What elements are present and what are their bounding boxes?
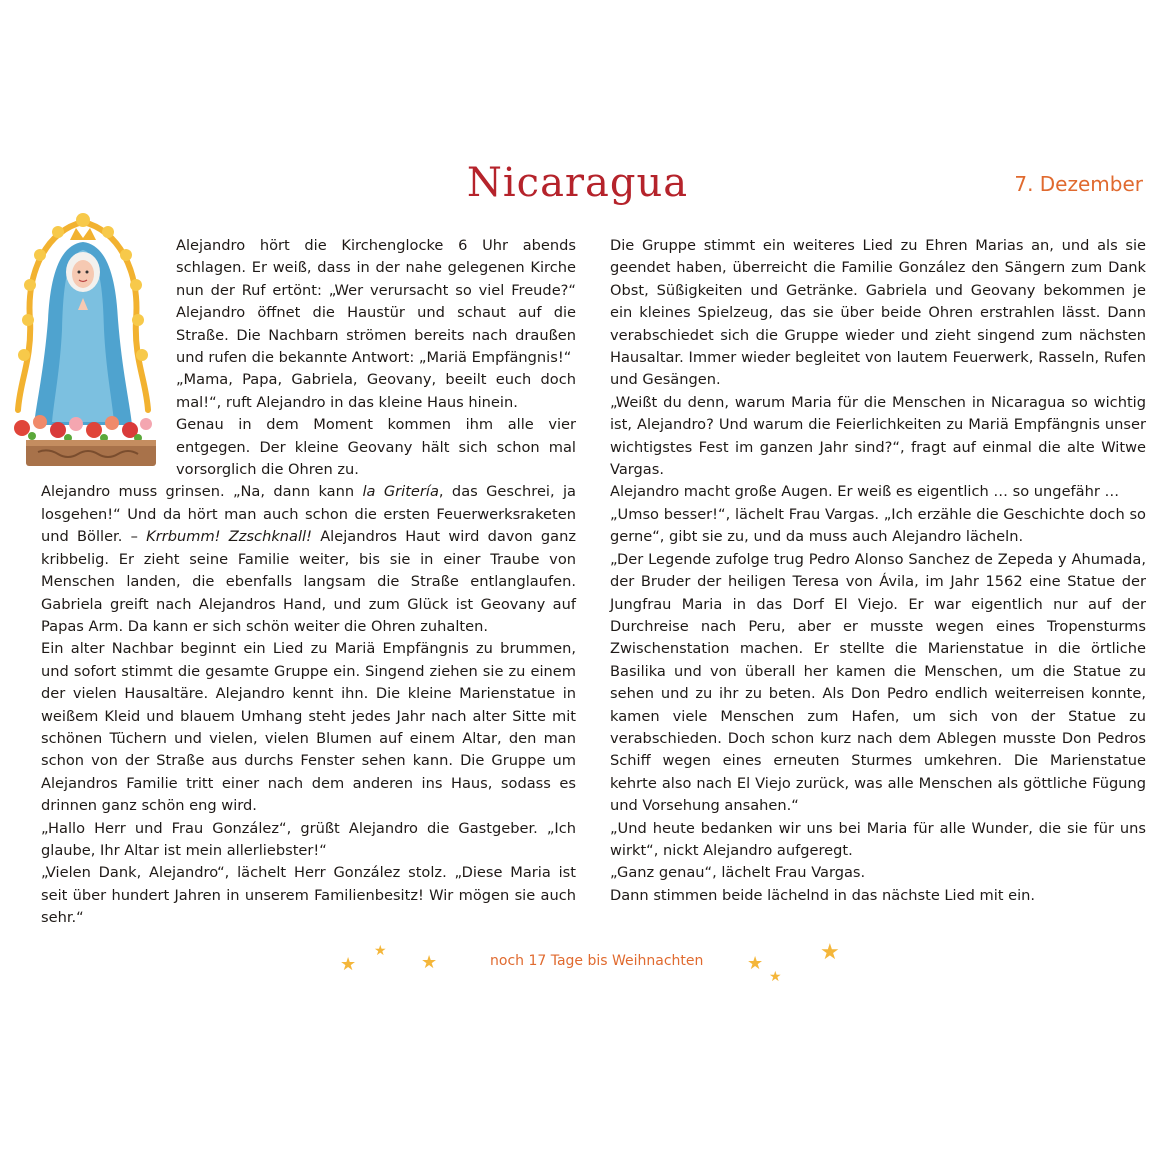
star-icon: ★ bbox=[421, 952, 438, 973]
date-label: 7. Dezember bbox=[1014, 172, 1143, 196]
countdown-text: noch 17 Tage bis Weihnachten bbox=[490, 953, 704, 969]
star-icon: ★ bbox=[374, 943, 387, 959]
star-icon: ★ bbox=[340, 954, 357, 975]
paragraph: „Umso besser!“, lächelt Frau Vargas. „Ich erzähle die Geschichte doch so gerne“, gibt sie zu, und da muss auch Alejandro lächeln. bbox=[610, 505, 1146, 546]
text-span: Alejandros Haut wird davon ganz kribbelig. Er zieht seine Familie weiter, bis sie in einer Traube von Menschen landen, die ebenfalls langsam die Straße entlanglaufen. Gabriela greift nach Alejandros Hand, und zum Glück ist Geovany auf Papas Arm. Da kann er sich schön weiter die Ohren zuhalten. bbox=[41, 528, 576, 635]
paragraph: Alejandro hört die Kirchenglocke 6 Uhr abends schlagen. Er weiß, dass in der nahe gelegenen Kirche nun der Ruf ertönt: „Wer verursacht so viel Freude?“ Alejandro öffnet die Haustür und schaut auf die Straße. Die Nachbarn strömen bereits nach draußen und rufen die bekannte Antwort: „Mariä Empfängnis!“ bbox=[176, 237, 576, 367]
star-icon: ★ bbox=[747, 953, 764, 974]
text-span: Alejandro muss grinsen. „Na, dann kann bbox=[41, 483, 355, 501]
emphasis-text: la Gritería bbox=[362, 483, 439, 501]
star-icon: ★ bbox=[769, 969, 782, 985]
paragraph: „Der Legende zufolge trug Pedro Alonso Sanchez de Zepeda y Ahumada, der Bruder der heiligen Teresa von Ávila, im Jahr 1562 eine Statue der Jungfrau Maria in das Dorf El Viejo. Er war eigentlich nur auf der Durchreise nach Peru, aber er musste wegen eines Tropensturms Zwischenstation machen. Er stellte die Marienstatue in die örtliche Basilika und von überall her kamen die Menschen, um die Statue zu sehen und zu ihr zu beten. Als Don Pedro endlich weiterreisen konnte, kamen viele Menschen zum Hafen, um sich von der Statue zu verabschieden. Doch schon kurz nach dem Ablegen musste Don Pedros Schiff wegen eines erneuten Sturmes umkehren. Die Marienstatue kehrte also nach El Viejo zurück, was alle Menschen als göttliche Fügung und Vorsehung ansahen.“ bbox=[610, 550, 1146, 815]
paragraph: Dann stimmen beide lächelnd in das nächste Lied mit ein. bbox=[610, 886, 1036, 904]
paragraph: Ein alter Nachbar beginnt ein Lied zu Mariä Empfängnis zu brummen, und sofort stimmt die gesamte Gruppe ein. Singend ziehen sie zu einem der vielen Hausaltäre. Alejandro kennt ihn. Die kleine Marienstatue in weißem Kleid und blauem Umhang steht jedes Jahr nach alter Sitte mit schönen Tüchern und vielen, vielen Blumen auf einem Altar, den man schon von der Straße aus durchs Fenster sehen kann. Die Gruppe um Alejandros Familie tritt einer nach dem anderen ins Haus, sodass es drinnen ganz schön eng wird. bbox=[41, 640, 576, 815]
paragraph: „Hallo Herr und Frau González“, grüßt Alejandro die Gastgeber. „Ich glaube, Ihr Altar ist mein allerliebster!“ bbox=[41, 819, 576, 859]
left-column bbox=[41, 235, 576, 930]
paragraph: „Ganz genau“, lächelt Frau Vargas. bbox=[610, 864, 866, 882]
paragraph: Die Gruppe stimmt ein weiteres Lied zu Ehren Marias an, und als sie geendet haben, überreicht die Familie González den Sängern zum Dank Obst, Süßigkeiten und Getränke. Gabriela und Geovany bekommen je ein kleines Spielzeug, das sie über beide Ohren erstrahlen lässt. Dann verabschiedet sich die Gruppe wieder und zieht singend zum nächsten Hausaltar. Immer wieder begleitet von lautem Feuerwerk, Rasseln, Rufen und Gesängen. bbox=[610, 237, 1146, 389]
paragraph: Genau in dem Moment kommen ihm alle vier entgegen. Der kleine Geovany hält sich schon mal vorsorglich die Ohren zu. bbox=[176, 416, 576, 479]
paragraph: „Und heute bedanken wir uns bei Maria für alle Wunder, die sie für uns wirkt“, nickt Alejandro aufgeregt. bbox=[610, 819, 1146, 859]
paragraph: „Vielen Dank, Alejandro“, lächelt Herr González stolz. „Diese Maria ist seit über hundert Jahren in unserem Familienbesitz! Wir mögen sie auch sehr.“ bbox=[41, 864, 576, 927]
paragraph: Alejandro macht große Augen. Er weiß es eigentlich … so ungefähr … bbox=[610, 483, 1120, 501]
paragraph: „Mama, Papa, Gabriela, Geovany, beeilt euch doch mal!“, ruft Alejandro in das kleine Haus hinein. bbox=[176, 371, 576, 411]
page-title: Nicaragua bbox=[466, 160, 689, 206]
paragraph: „Weißt du denn, warum Maria für die Menschen in Nicaragua so wichtig ist, Alejandro? Und warum die Feierlichkeiten zu Mariä Empfängnis unser wichtigstes Fest im ganzen Jahr sind?“, fragt auf einmal die alte Witwe Vargas. bbox=[610, 393, 1146, 479]
text-span: , das Geschrei, ja losgehen!“ Und da hört man auch schon die ersten Feuerwerksraketen und Böller. – bbox=[41, 483, 576, 546]
paragraph bbox=[41, 481, 576, 638]
star-icon: ★ bbox=[820, 940, 840, 965]
emphasis-text: Krrbumm! Zzschknall! bbox=[146, 528, 312, 546]
right-column bbox=[610, 235, 1146, 907]
